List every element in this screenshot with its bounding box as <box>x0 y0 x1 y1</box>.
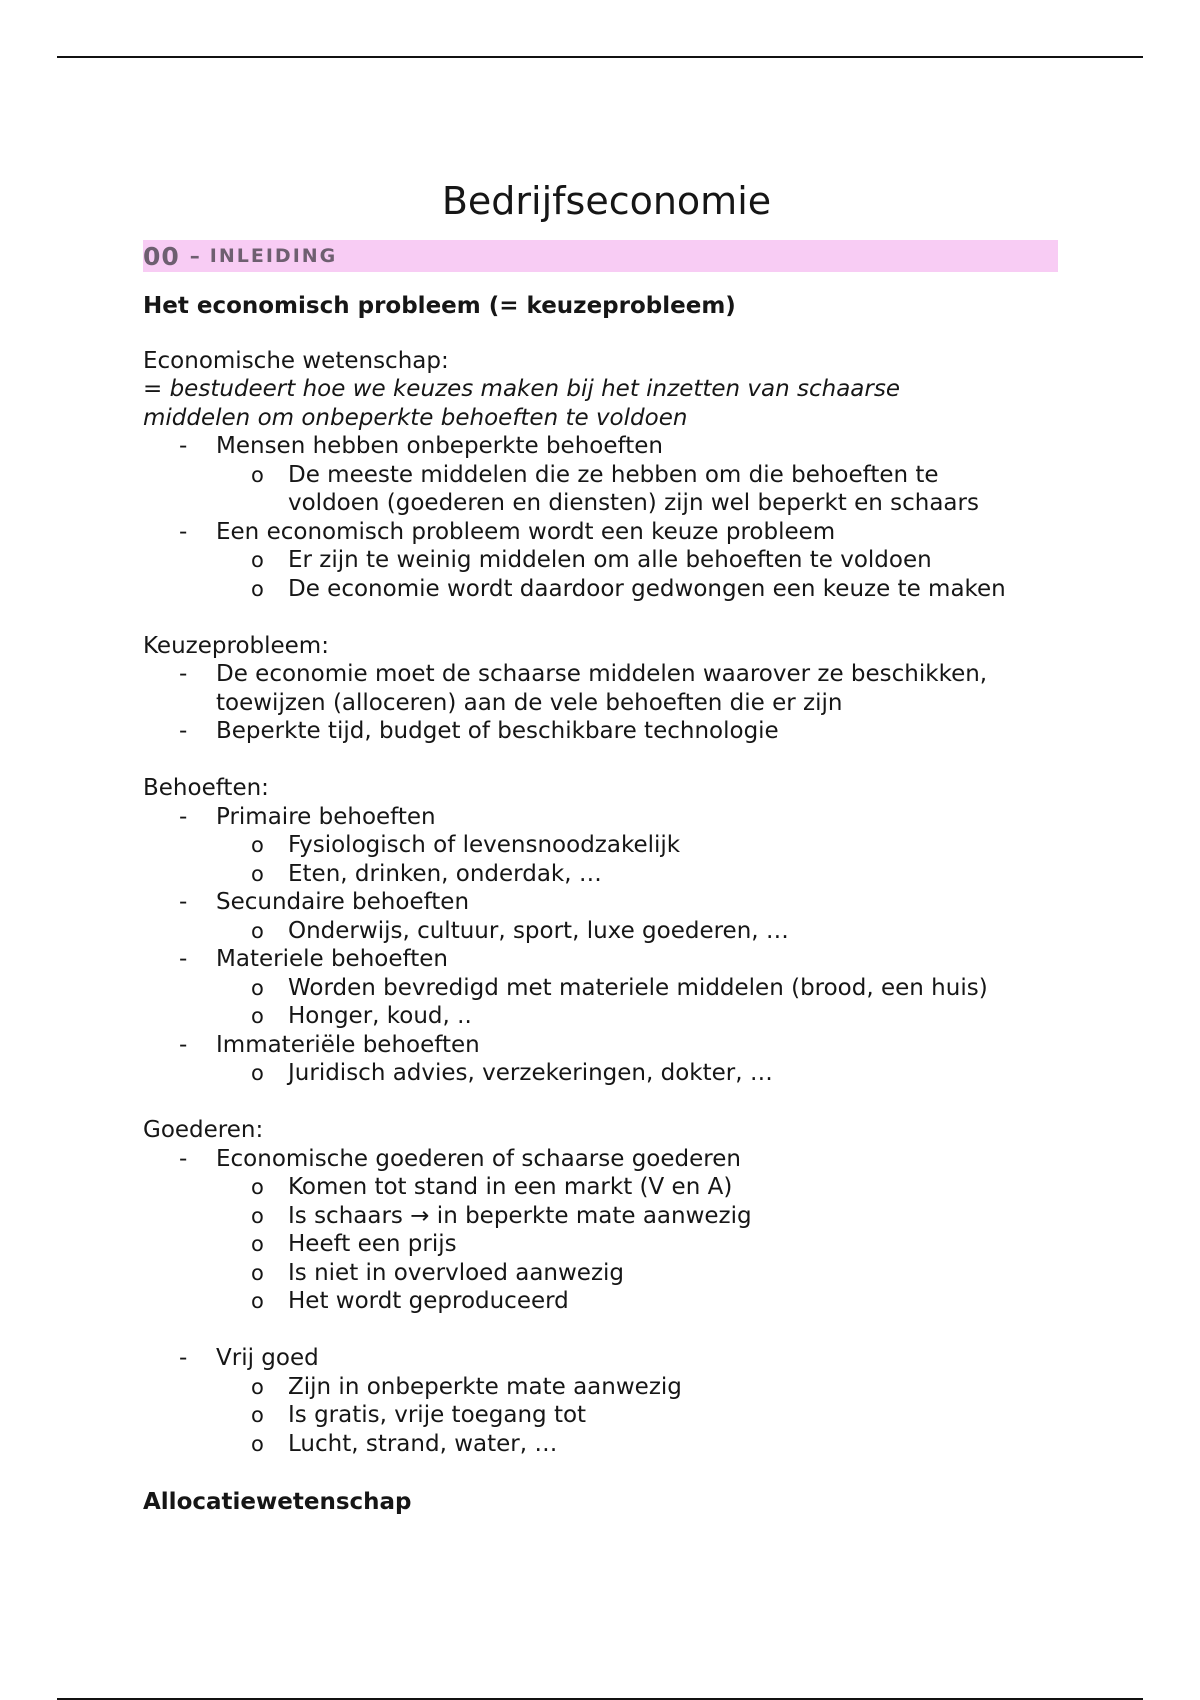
section-number: 00 <box>143 241 180 271</box>
list-item: - Secundaire behoeften <box>143 888 1058 917</box>
list-subitem: o Heeft een prijs <box>143 1230 1058 1259</box>
list-subitem: o Eten, drinken, onderdak, … <box>143 860 1058 889</box>
label-behoeften: Behoeften: <box>143 775 269 801</box>
list-subitem-continued: voldoen (goederen en diensten) zijn wel beperkt en schaars <box>288 490 979 516</box>
document-body <box>143 175 1058 1517</box>
label-economische-wetenschap: Economische wetenschap: <box>143 347 449 374</box>
list-subitem: o De economie wordt daardoor gedwongen een keuze te maken <box>143 575 1058 604</box>
list-subitem: o Er zijn te weinig middelen om alle behoeften te voldoen <box>143 546 1058 575</box>
document-title: Bedrijfseconomie <box>441 179 772 223</box>
section-separator: – <box>189 244 200 268</box>
list-item: - Vrij goed <box>143 1344 1058 1373</box>
list-item: - Economische goederen of schaarse goederen <box>143 1145 1058 1174</box>
list-subitem: o Lucht, strand, water, … <box>143 1430 1058 1459</box>
list-subitem: o Fysiologisch of levensnoodzakelijk <box>143 831 1058 860</box>
list-item: - Immateriële behoeften <box>143 1031 1058 1060</box>
list-subitem: o De meeste middelen die ze hebben om die behoeften te <box>143 461 1058 490</box>
list-item: - Primaire behoeften <box>143 803 1058 832</box>
list-item: - Mensen hebben onbeperkte behoeften <box>143 432 1058 461</box>
list-subitem: o Is schaars → in beperkte mate aanwezig <box>143 1202 1058 1231</box>
list-item: - Materiele behoeften <box>143 945 1058 974</box>
header-rule <box>57 56 1143 58</box>
heading-allocatiewetenschap: Allocatiewetenschap <box>143 1489 412 1515</box>
list-subitem: o Honger, koud, .. <box>143 1002 1058 1031</box>
list-subitem: o Zijn in onbeperkte mate aanwezig <box>143 1373 1058 1402</box>
list-subitem: o Is niet in overvloed aanwezig <box>143 1259 1058 1288</box>
label-keuzeprobleem: Keuzeprobleem: <box>143 632 329 659</box>
list-item: - Beperkte tijd, budget of beschikbare technologie <box>143 717 1058 746</box>
definition-line: = bestudeert hoe we keuzes maken bij het inzetten van schaarse <box>143 376 900 402</box>
list-subitem: o Onderwijs, cultuur, sport, luxe goederen, … <box>143 917 1058 946</box>
section-header <box>143 240 1058 272</box>
list-subitem: o Juridisch advies, verzekeringen, dokter, … <box>143 1059 1058 1088</box>
list-subitem: o Komen tot stand in een markt (V en A) <box>143 1173 1058 1202</box>
list-item-continued: toewijzen (alloceren) aan de vele behoeften die er zijn <box>216 689 843 716</box>
list-subitem: o Is gratis, vrije toegang tot <box>143 1401 1058 1430</box>
section-name: INLEIDING <box>209 245 338 267</box>
definition-line: middelen om onbeperkte behoeften te voldoen <box>143 404 688 431</box>
list-item: - De economie moet de schaarse middelen waarover ze beschikken, <box>143 660 1058 689</box>
label-goederen: Goederen: <box>143 1117 264 1143</box>
list-subitem: o Het wordt geproduceerd <box>143 1287 1058 1316</box>
heading-economisch-probleem: Het economisch probleem (= keuzeprobleem) <box>143 293 736 319</box>
list-item: - Een economisch probleem wordt een keuze probleem <box>143 518 1058 547</box>
list-subitem: o Worden bevredigd met materiele middelen (brood, een huis) <box>143 974 1058 1003</box>
